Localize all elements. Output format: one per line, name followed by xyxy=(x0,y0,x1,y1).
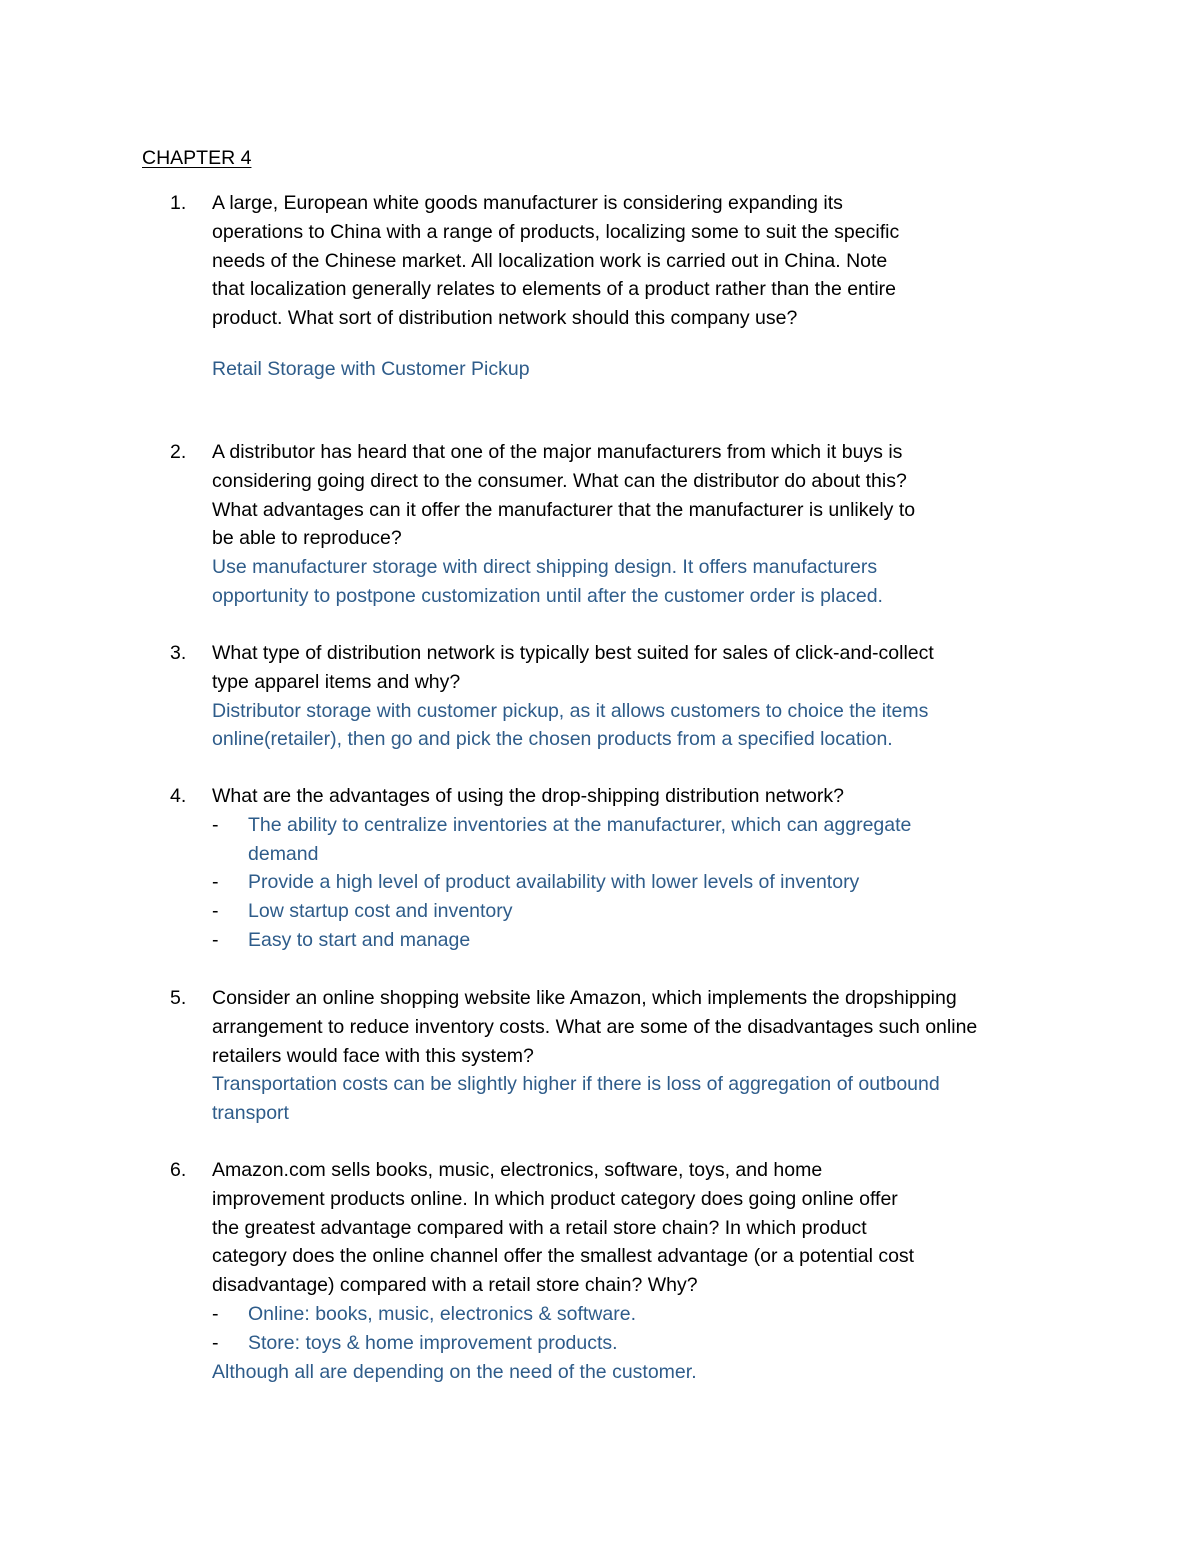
chapter-title: CHAPTER 4 xyxy=(142,147,252,169)
question-line: A large, European white goods manufacturer is considering expanding its xyxy=(212,192,843,214)
question-line: be able to reproduce? xyxy=(212,527,402,550)
question-line: category does the online channel offer the smallest advantage (or a potential cost xyxy=(212,1245,915,1268)
question-line: What are the advantages of using the drop-shipping distribution network? xyxy=(212,785,844,807)
answer-bullet xyxy=(212,897,1092,926)
question-line: Consider an online shopping website like Amazon, which implements the dropshipping xyxy=(212,987,957,1009)
answer-bullet-continuation xyxy=(212,840,1092,869)
answer-line: transport xyxy=(212,1102,289,1125)
question-body xyxy=(212,984,1092,1128)
question-number: 3. xyxy=(170,642,187,664)
question-body xyxy=(212,782,1092,955)
question-line: considering going direct to the consumer. What can the distributor do about this? xyxy=(212,469,907,492)
question-body xyxy=(212,1156,1092,1386)
question-body xyxy=(212,639,1092,754)
answer-bullet-text: Low startup cost and inventory xyxy=(248,900,513,923)
answer-line: Retail Storage with Customer Pickup xyxy=(212,357,530,380)
question-line: product. What sort of distribution network should this company use? xyxy=(212,307,798,330)
answer-line: Distributor storage with customer pickup, as it allows customers to choice the items xyxy=(212,699,929,722)
answer-bullet xyxy=(212,1329,1092,1358)
question-number: 5. xyxy=(170,987,187,1009)
question-line: the greatest advantage compared with a retail store chain? In which product xyxy=(212,1216,867,1239)
question-line: disadvantage) compared with a retail store chain? Why? xyxy=(212,1274,698,1297)
question-body xyxy=(212,189,1092,384)
question-number: 2. xyxy=(170,441,187,463)
question-number: 1. xyxy=(170,192,187,214)
answer-line: online(retailer), then go and pick the chosen products from a specified location. xyxy=(212,728,893,751)
answer-bullet-text: Online: books, music, electronics & software. xyxy=(248,1302,636,1325)
answer-line: Use manufacturer storage with direct shipping design. It offers manufacturers xyxy=(212,556,878,579)
question-line: What type of distribution network is typically best suited for sales of click-and-collect xyxy=(212,642,934,664)
bullet-dash: - xyxy=(212,1302,219,1325)
bullet-dash: - xyxy=(212,928,219,951)
answer-bullet-text: Provide a high level of product availability with lower levels of inventory xyxy=(248,871,860,894)
answer-line: opportunity to postpone customization until after the customer order is placed. xyxy=(212,584,883,607)
question-line: What advantages can it offer the manufacturer that the manufacturer is unlikely to xyxy=(212,498,916,521)
answer-line: Transportation costs can be slightly higher if there is loss of aggregation of outbound xyxy=(212,1073,940,1096)
bullet-dash: - xyxy=(212,900,219,923)
question-number: 4. xyxy=(170,785,187,807)
answer-bullet xyxy=(212,868,1092,897)
answer-bullet-text: Store: toys & home improvement products. xyxy=(248,1331,618,1354)
answer-bullet xyxy=(212,1300,1092,1329)
question-line: that localization generally relates to elements of a product rather than the entire xyxy=(212,278,896,301)
answer-bullet-text: demand xyxy=(248,842,319,865)
question-line: improvement products online. In which product category does going online offer xyxy=(212,1187,898,1210)
question-line: type apparel items and why? xyxy=(212,670,461,693)
answer-bullet xyxy=(212,811,1092,840)
question-line: operations to China with a range of products, localizing some to suit the specific xyxy=(212,220,900,243)
question-body xyxy=(212,438,1092,611)
question-line: arrangement to reduce inventory costs. What are some of the disadvantages such online xyxy=(212,1015,978,1038)
bullet-dash: - xyxy=(212,871,219,894)
answer-bullet-text: The ability to centralize inventories at the manufacturer, which can aggregate xyxy=(248,813,912,836)
question-line: retailers would face with this system? xyxy=(212,1044,534,1067)
question-number: 6. xyxy=(170,1159,187,1181)
bullet-dash: - xyxy=(212,1331,219,1354)
answer-bullet-text: Easy to start and manage xyxy=(248,928,471,951)
question-line: A distributor has heard that one of the major manufacturers from which it buys is xyxy=(212,441,903,463)
answer-line: Although all are depending on the need of the customer. xyxy=(212,1360,697,1383)
question-line: needs of the Chinese market. All localization work is carried out in China. Note xyxy=(212,249,888,272)
question-line: Amazon.com sells books, music, electronics, software, toys, and home xyxy=(212,1159,823,1181)
bullet-dash: - xyxy=(212,813,219,836)
answer-bullet xyxy=(212,926,1092,955)
